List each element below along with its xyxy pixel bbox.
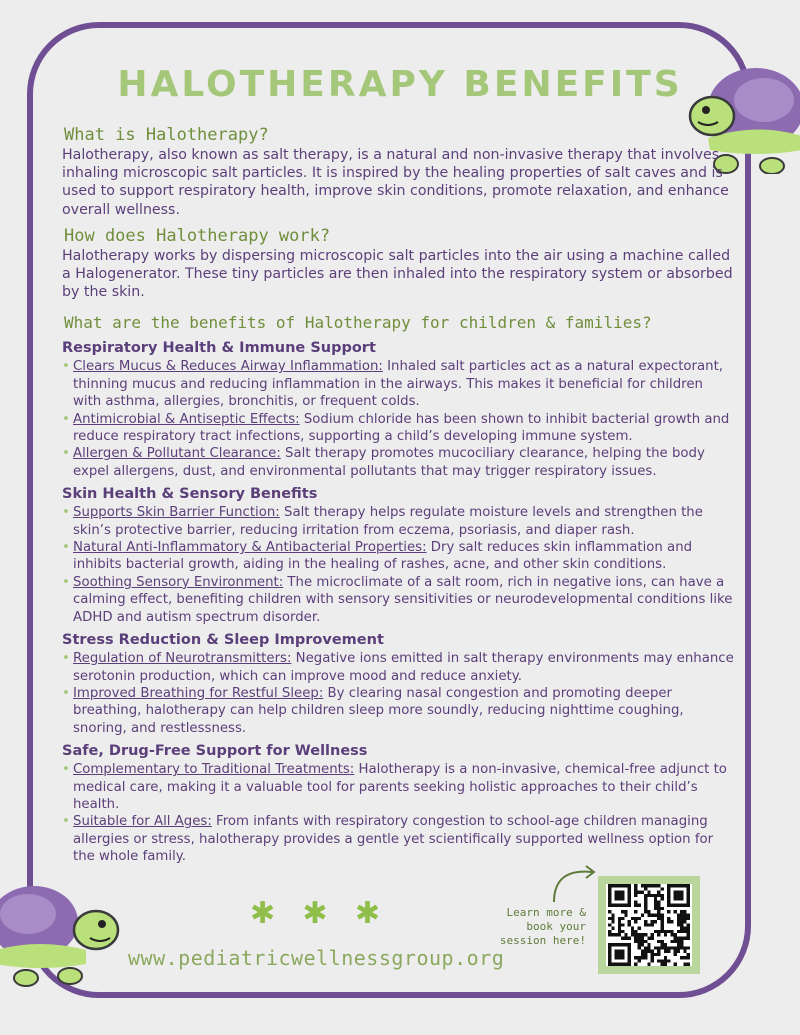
group-title-skin: Skin Health & Sensory Benefits xyxy=(62,486,318,503)
item-text: Inhaled salt particles act as a natural expectorant, thinning mucus and reducing inflammation in the airways. This makes it beneficial for children with asthma, allergies, bronchitis, or frequent colds. xyxy=(73,359,724,410)
list-item xyxy=(62,539,734,574)
turtle-icon-bottom xyxy=(0,878,130,988)
item-label: Improved Breathing for Restful Sleep: xyxy=(73,685,324,701)
list-item xyxy=(62,574,734,626)
list-item xyxy=(62,813,734,865)
item-label: Clears Mucus & Reduces Airway Inflammation: xyxy=(73,359,383,375)
item-text: Salt therapy helps regulate moisture levels and strengthen the skin’s protective barrier, reducing irritation from eczema, psoriasis, and diaper rash. xyxy=(73,505,703,538)
asterisk-icon: ✱ xyxy=(302,896,328,931)
cta-line: session here! xyxy=(499,934,586,947)
item-text: Salt therapy promotes mucociliary clearance, helping the body expel allergens, dust, and environmental pollutants that may trigger respiratory issues. xyxy=(73,446,705,479)
curved-arrow-icon xyxy=(548,858,602,906)
item-label: Supports Skin Barrier Function: xyxy=(73,505,280,521)
cta-text xyxy=(484,906,586,948)
list-item xyxy=(62,761,734,813)
cta-line: Learn more & xyxy=(506,906,586,919)
website-link[interactable]: www.pediatricwellnessgroup.org xyxy=(128,946,505,970)
list-item xyxy=(62,411,734,446)
group-title-wellness: Safe, Drug-Free Support for Wellness xyxy=(62,743,368,760)
item-text: By clearing nasal congestion and promoting deeper breathing, halotherapy can help children sleep more soundly, reducing nighttime coughing, snoring, and restlessness. xyxy=(73,685,684,736)
how-body: Halotherapy works by dispersing microscopic salt particles into the air using a machine called a Halogenerator. These tiny particles are then inhaled into the respiratory system or absorbed by the skin. xyxy=(62,247,733,301)
list-item xyxy=(62,650,734,685)
group-list-stress xyxy=(62,650,734,737)
item-text: Dry salt reduces skin inflammation and inhibits bacterial growth, aiding in the healing of rashes, acne, and other skin conditions. xyxy=(73,540,693,573)
item-text: The microclimate of a salt room, rich in negative ions, can have a calming effect, benefiting children with sensory sensitivities or neurodevelopmental conditions like ADHD and autism spectrum disorder. xyxy=(73,574,733,625)
group-list-respiratory xyxy=(62,358,734,480)
benefits-heading: What are the benefits of Halotherapy for children & families? xyxy=(64,313,652,333)
qr-code[interactable] xyxy=(598,876,700,974)
item-label: Natural Anti-Inflammatory & Antibacterial Properties: xyxy=(73,540,427,556)
list-item xyxy=(62,504,734,539)
item-text: Halotherapy is a non-invasive, chemical-free adjunct to medical care, making it a valuable tool for parents seeking holistic approaches to their child’s health. xyxy=(73,762,727,812)
qr-code-icon xyxy=(606,884,692,966)
item-label: Antimicrobial & Antiseptic Effects: xyxy=(73,411,300,427)
group-list-skin xyxy=(62,504,734,626)
what-body: Halotherapy, also known as salt therapy, is a natural and non-invasive therapy that involves inhaling microscopic salt particles. It is inspired by the healing properties of salt caves and is used to support respiratory health, improve skin conditions, promote relaxation, and enhance overall wellness. xyxy=(62,147,729,218)
item-label: Complementary to Traditional Treatments: xyxy=(73,762,355,778)
item-label: Suitable for All Ages: xyxy=(73,814,212,830)
list-item xyxy=(62,445,734,480)
what-heading: What is Halotherapy? xyxy=(64,125,269,145)
item-label: Soothing Sensory Environment: xyxy=(73,574,284,590)
decorative-stars xyxy=(250,896,380,931)
group-title-respiratory: Respiratory Health & Immune Support xyxy=(62,340,376,357)
list-item xyxy=(62,685,734,737)
item-text: Negative ions emitted in salt therapy environments may enhance serotonin production, which can improve mood and reduce anxiety. xyxy=(73,651,734,684)
group-title-stress: Stress Reduction & Sleep Improvement xyxy=(62,632,384,649)
list-item xyxy=(62,358,734,410)
page-title: HALOTHERAPY BENEFITS xyxy=(117,64,683,105)
item-label: Regulation of Neurotransmitters: xyxy=(73,651,292,667)
asterisk-icon: ✱ xyxy=(354,896,380,931)
main-content xyxy=(62,124,734,866)
item-text: From infants with respiratory congestion to school-age children managing allergies or stress, halotherapy provides a gentle yet scientifically supported wellness option for the whole family. xyxy=(73,814,714,865)
how-heading: How does Halotherapy work? xyxy=(64,225,331,246)
asterisk-icon: ✱ xyxy=(250,896,276,931)
group-list-wellness xyxy=(62,761,734,865)
item-label: Allergen & Pollutant Clearance: xyxy=(73,446,281,462)
item-text: Sodium chloride has been shown to inhibit bacterial growth and reduce respiratory tract infections, supporting a child’s developing immune system. xyxy=(73,411,730,445)
cta-line: book your xyxy=(526,920,586,933)
